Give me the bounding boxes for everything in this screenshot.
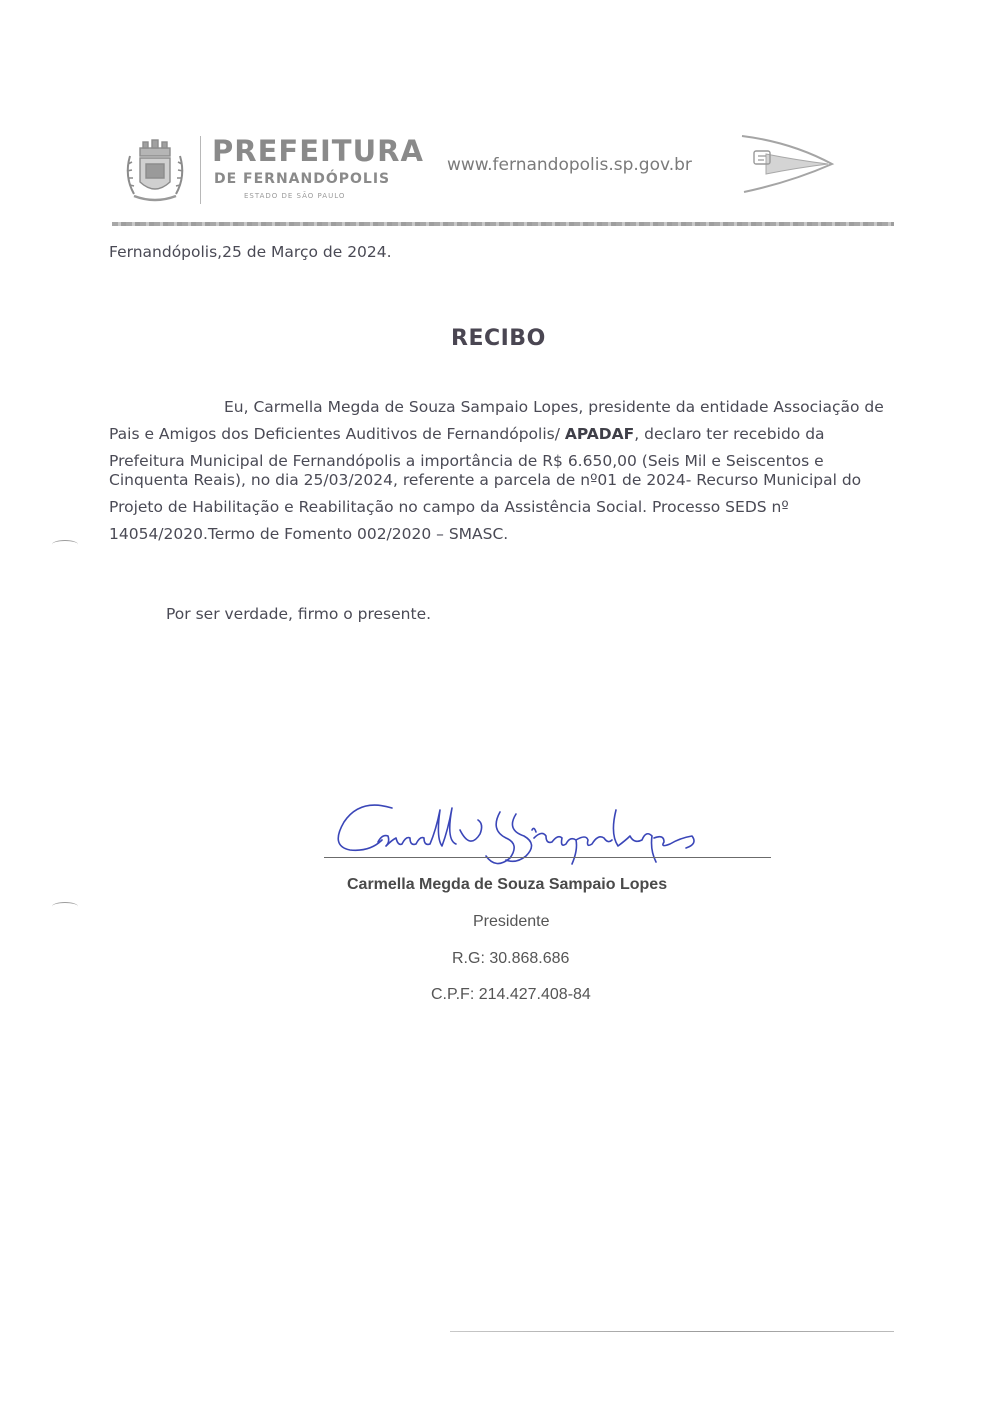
signer-cpf: C.P.F: 214.427.408-84: [431, 986, 591, 1003]
handwritten-signature: [320, 790, 720, 890]
footer-rule: [450, 1331, 894, 1332]
signer-role: Presidente: [473, 913, 550, 930]
punch-hole-mark: [52, 540, 78, 549]
paragraph-line-2-end: , declaro ter recebido da: [634, 425, 825, 443]
signer-name: Carmella Megda de Souza Sampaio Lopes: [347, 876, 668, 893]
website-url[interactable]: www.fernandopolis.sp.gov.br: [447, 155, 692, 175]
entity-acronym: APADAF: [564, 425, 635, 443]
signature-line: [324, 857, 771, 858]
paragraph-line-4: Cinquenta Reais), no dia 25/03/2024, referente a parcela de nº01 de 2024- Recurso Municipal do: [109, 471, 862, 489]
brand-subtitle: DE FERNANDÓPOLIS: [214, 171, 391, 187]
document-date: Fernandópolis,25 de Março de 2024.: [109, 243, 392, 261]
header-rule: [112, 222, 894, 226]
document-title: RECIBO: [451, 326, 546, 351]
paragraph-line-2-start: Pais e Amigos dos Deficientes Auditivos de Fernandópolis/: [109, 425, 565, 443]
paragraph-line-1: Eu, Carmella Megda de Souza Sampaio Lopes, presidente da entidade Associação de: [224, 398, 884, 416]
paragraph-line-6: 14054/2020.Termo de Fomento 002/2020 – SMASC.: [109, 525, 509, 543]
paragraph-line-2: [109, 425, 825, 443]
signer-rg: R.G: 30.868.686: [452, 950, 570, 967]
closing-statement: Por ser verdade, firmo o presente.: [166, 605, 432, 623]
arrow-emblem-icon: [736, 130, 836, 196]
coat-of-arms-icon: [120, 138, 190, 206]
paragraph-line-5: Projeto de Habilitação e Reabilitação no campo da Assistência Social. Processo SEDS nº: [109, 498, 789, 516]
brand-title: PREFEITURA: [212, 134, 424, 168]
paragraph-line-3: Prefeitura Municipal de Fernandópolis a importância de R$ 6.650,00 (Seis Mil e Seiscentos e: [109, 452, 824, 470]
brand-divider: [200, 136, 201, 204]
punch-hole-mark: [52, 902, 78, 911]
brand-state: ESTADO DE SÃO PAULO: [244, 192, 346, 200]
